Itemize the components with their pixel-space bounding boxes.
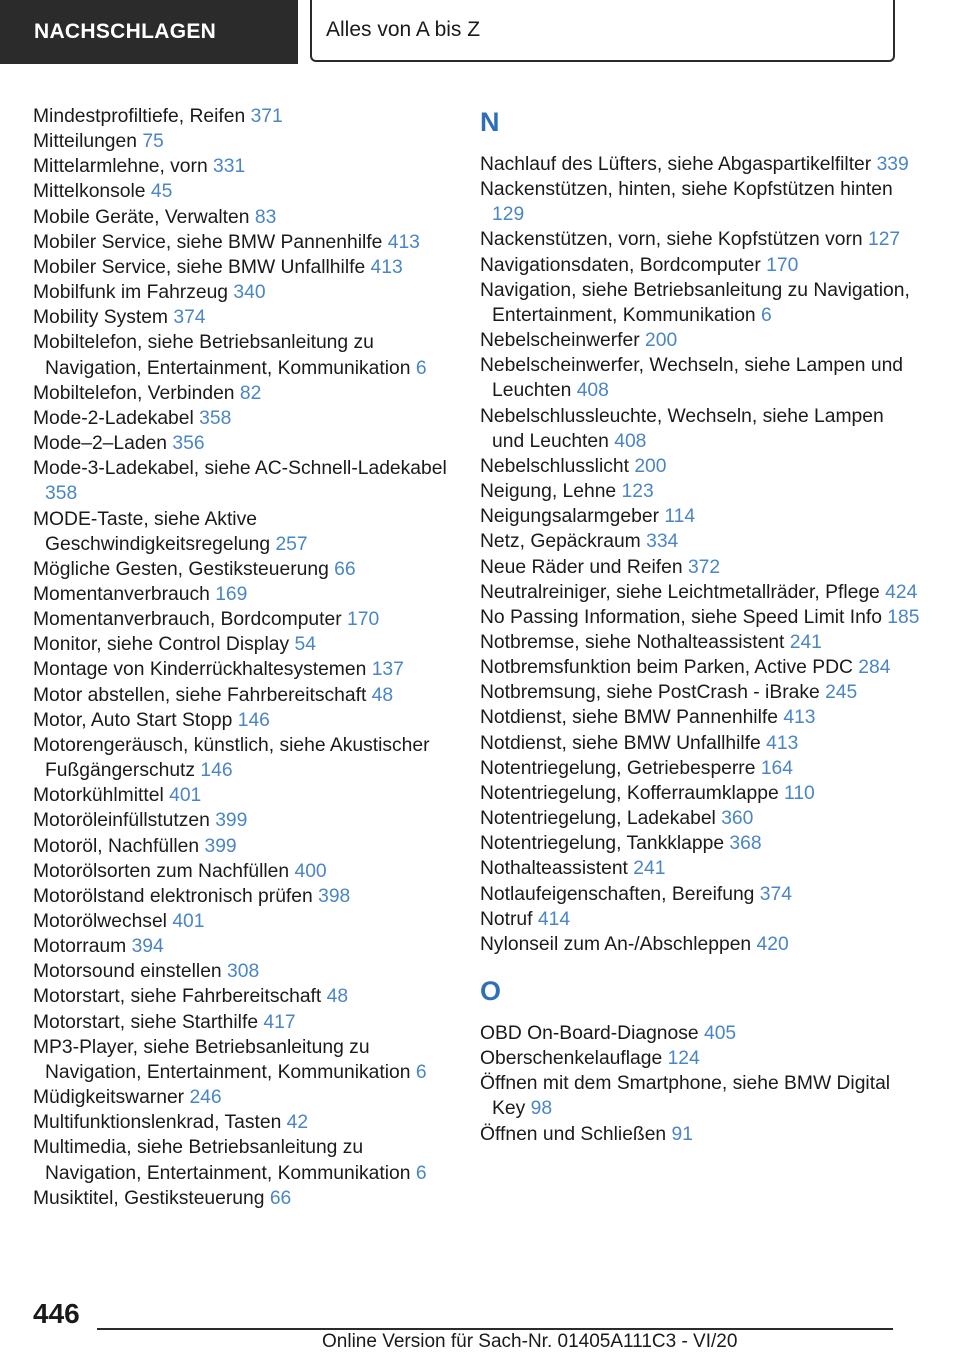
- index-entry-term: OBD On-Board-Diagnose: [480, 1023, 704, 1044]
- index-entry-term: Nackenstützen, vorn, siehe Kopfstützen vorn: [480, 229, 868, 251]
- page-reference-link[interactable]: 48: [371, 684, 394, 706]
- index-entry: [33, 884, 453, 909]
- index-entry-term: Nebelscheinwerfer, Wechseln, siehe Lampen und Leuchten: [480, 355, 904, 402]
- index-entry: [480, 278, 920, 328]
- index-entry: [480, 932, 920, 957]
- page-reference-link[interactable]: 374: [759, 883, 792, 905]
- index-entry: [33, 733, 453, 783]
- index-entry: [480, 1046, 920, 1071]
- index-entry: [33, 683, 453, 708]
- index-entry: [33, 179, 453, 204]
- index-entry: [480, 177, 920, 227]
- page-reference-link[interactable]: 45: [150, 181, 173, 203]
- index-entry-term: Motor abstellen, siehe Fahrbereitschaft: [33, 684, 372, 706]
- page-reference-link[interactable]: 164: [760, 757, 793, 779]
- chapter-title: Alles von A bis Z: [310, 0, 895, 62]
- index-entry: [33, 859, 453, 884]
- index-entry: [480, 680, 920, 705]
- index-entry-term: Montage von Kinderrückhaltesystemen: [33, 659, 372, 681]
- index-entry: [33, 783, 453, 808]
- page-reference-link[interactable]: 146: [237, 709, 270, 731]
- page-reference-link[interactable]: 75: [142, 131, 164, 153]
- index-entry: [33, 1110, 453, 1135]
- index-entry: [480, 227, 920, 252]
- index-entry-term: Notbremse, siehe Nothalteassistent: [480, 631, 790, 653]
- index-entry-term: Nothalteassistent: [480, 858, 634, 880]
- page-reference-link[interactable]: 110: [784, 782, 815, 804]
- page-reference-link[interactable]: 408: [576, 380, 609, 402]
- page-reference-link[interactable]: 137: [371, 659, 404, 681]
- page-header: [0, 0, 960, 64]
- index-entry-term: MODE-Taste, siehe Aktive Geschwindigkeitsregelung: [33, 508, 276, 555]
- page-reference-link[interactable]: 417: [263, 1011, 296, 1033]
- page-reference-link[interactable]: 399: [215, 810, 248, 832]
- page-reference-link[interactable]: 420: [756, 933, 789, 955]
- index-entry: [480, 353, 920, 403]
- index-entry-term: Multifunktionslenkrad, Tasten: [33, 1112, 287, 1134]
- index-entry: [33, 632, 453, 657]
- index-entry-term: Mitteilungen: [33, 131, 143, 153]
- page-reference-link[interactable]: 6: [415, 357, 427, 379]
- index-entry: [480, 253, 920, 278]
- index-entry: [33, 934, 453, 959]
- page-reference-link[interactable]: 257: [275, 533, 308, 555]
- index-entry: [480, 152, 920, 177]
- index-entry: [480, 882, 920, 907]
- index-entry: [33, 808, 453, 833]
- index-entry-term: Motor, Auto Start Stopp: [33, 709, 238, 731]
- index-entry-term: Notruf: [480, 908, 538, 930]
- page-reference-link[interactable]: 246: [189, 1087, 222, 1109]
- index-entry-term: Oberschenkelauflage: [480, 1048, 668, 1070]
- index-entry-term: Motoröl, Nachfüllen: [33, 835, 205, 857]
- page-reference-link[interactable]: 91: [671, 1123, 693, 1145]
- index-entry-term: Öffnen und Schließen: [480, 1123, 672, 1145]
- footer-version: Online Version für Sach-Nr. 01405A111C3 - VI/20: [322, 1331, 738, 1352]
- index-entry-term: Mode–2–Laden: [33, 433, 173, 455]
- index-entry-term: Motorstart, siehe Fahrbereitschaft: [33, 986, 327, 1008]
- index-entry-term: Navigation, siehe Betriebsanleitung zu Navigation, Entertainment, Kommunikation: [480, 279, 910, 326]
- index-entry: [480, 479, 920, 504]
- index-entry: [33, 834, 453, 859]
- page-reference-link[interactable]: 245: [825, 682, 858, 704]
- page-reference-link[interactable]: 98: [530, 1098, 553, 1120]
- page-reference-link[interactable]: 400: [294, 860, 327, 882]
- index-entry-term: Mode-3-Ladekabel, siehe AC-Schnell-Ladekabel: [33, 458, 447, 480]
- page-reference-link[interactable]: 358: [45, 483, 78, 505]
- index-entry: [33, 104, 453, 129]
- index-entry-term: Mindestprofiltiefe, Reifen: [33, 106, 251, 127]
- index-entry: [33, 984, 453, 1009]
- index-entry: [33, 1035, 453, 1085]
- page-reference-link[interactable]: 401: [172, 911, 205, 932]
- page-reference-link[interactable]: 331: [213, 156, 246, 178]
- index-entry: [480, 580, 920, 605]
- index-entry: [480, 731, 920, 756]
- page-reference-link[interactable]: 372: [687, 556, 721, 578]
- index-entry-term: Neigungsalarmgeber: [480, 506, 665, 528]
- page-reference-link[interactable]: 82: [239, 382, 262, 404]
- index-entry: [33, 230, 453, 255]
- index-entry: [480, 806, 920, 831]
- index-entry-term: Nachlauf des Lüfters, siehe Abgaspartikelfilter: [480, 154, 877, 175]
- section-tab: NACHSCHLAGEN: [0, 0, 298, 64]
- index-entry-term: Notlaufeigenschaften, Bereifung: [480, 883, 760, 905]
- page-reference-link[interactable]: 371: [250, 106, 283, 127]
- index-entry: [33, 255, 453, 280]
- index-entry-term: Mobilfunk im Fahrzeug: [33, 282, 234, 304]
- index-entry-term: Nylonseil zum An-/Abschleppen: [480, 933, 757, 955]
- index-entry: [480, 1071, 920, 1121]
- page-reference-link[interactable]: 308: [227, 961, 260, 983]
- page-reference-link[interactable]: 66: [269, 1187, 292, 1209]
- index-entry-term: Notdienst, siehe BMW Pannenhilfe: [480, 707, 784, 729]
- index-entry: [33, 657, 453, 682]
- index-entry-term: Notdienst, siehe BMW Unfallhilfe: [480, 732, 767, 754]
- index-entry-term: Neigung, Lehne: [480, 481, 622, 503]
- index-entry-term: Notentriegelung, Kofferraumklappe: [480, 782, 785, 804]
- index-entry-term: Mögliche Gesten, Gestiksteuerung: [33, 558, 335, 580]
- index-entry-term: Motorraum: [33, 936, 132, 958]
- page-reference-link[interactable]: 54: [294, 634, 316, 656]
- index-entry-term: Monitor, siehe Control Display: [33, 634, 295, 656]
- index-entry-term: Nebelschlussleuchte, Wechseln, siehe Lampen und Leuchten: [480, 405, 884, 452]
- index-entry: [33, 557, 453, 582]
- index-entry: [33, 1186, 453, 1211]
- index-entry: [480, 1122, 920, 1147]
- index-entry-term: Momentanverbrauch, Bordcomputer: [33, 609, 348, 631]
- index-list-o: [480, 1021, 920, 1147]
- page-reference-link[interactable]: 146: [200, 760, 233, 782]
- index-entry-term: Mobiler Service, siehe BMW Unfallhilfe: [33, 256, 371, 278]
- index-entry: [33, 456, 453, 506]
- index-entry-term: Mittelkonsole: [33, 181, 151, 203]
- page-reference-link[interactable]: 83: [254, 206, 277, 228]
- index-entry-term: No Passing Information, siehe Speed Limit Info: [480, 606, 888, 628]
- index-entry-term: Motorölstand elektronisch prüfen: [33, 885, 319, 907]
- page-reference-link[interactable]: 339: [876, 154, 909, 175]
- page-reference-link[interactable]: 114: [664, 506, 696, 528]
- page-reference-link[interactable]: 6: [415, 1061, 427, 1083]
- index-entry: [480, 1021, 920, 1046]
- page-reference-link[interactable]: 413: [766, 732, 799, 754]
- index-entry: [480, 781, 920, 806]
- index-entry: [480, 504, 920, 529]
- page-reference-link[interactable]: 394: [131, 936, 164, 958]
- index-entry: [480, 655, 920, 680]
- page-reference-link[interactable]: 356: [172, 433, 205, 455]
- page-number: 446: [33, 1298, 80, 1329]
- index-entry-term: Motorsound einstellen: [33, 961, 227, 983]
- index-entry-term: Multimedia, siehe Betriebsanleitung zu Navigation, Entertainment, Kommunikation: [33, 1137, 416, 1184]
- index-entry: [480, 756, 920, 781]
- page-reference-link[interactable]: 170: [766, 254, 799, 276]
- page-reference-link[interactable]: 414: [537, 908, 571, 930]
- page-reference-link[interactable]: 340: [233, 282, 266, 304]
- index-entry-term: Mobiler Service, siehe BMW Pannenhilfe: [33, 231, 388, 253]
- index-entry-term: Neue Räder und Reifen: [480, 556, 688, 578]
- index-entry: [33, 607, 453, 632]
- page-reference-link[interactable]: 241: [789, 631, 822, 653]
- index-entry-term: Mobile Geräte, Verwalten: [33, 206, 255, 228]
- index-entry: [480, 907, 920, 932]
- index-entry: [480, 705, 920, 730]
- index-entry-term: Notbremsfunktion beim Parken, Active PDC: [480, 657, 859, 679]
- index-entry: [33, 1135, 453, 1185]
- index-entry-term: Notentriegelung, Getriebesperre: [480, 757, 761, 779]
- page-reference-link[interactable]: 413: [387, 231, 420, 253]
- page-reference-link[interactable]: 424: [885, 581, 918, 603]
- page-reference-link[interactable]: 405: [703, 1023, 737, 1044]
- page-reference-link[interactable]: 6: [761, 304, 772, 326]
- page-reference-link[interactable]: 408: [614, 430, 647, 452]
- index-entry-term: Mobiltelefon, siehe Betriebsanleitung zu Navigation, Entertainment, Kommunikation: [33, 332, 416, 379]
- index-entry: [33, 381, 453, 406]
- index-entry-term: Musiktitel, Gestiksteuerung: [33, 1187, 270, 1209]
- index-entry: [33, 909, 453, 934]
- index-entry-term: Nebelscheinwerfer: [480, 330, 646, 352]
- page-reference-link[interactable]: 360: [721, 808, 754, 830]
- page-reference-link[interactable]: 284: [858, 657, 891, 679]
- index-column-right: [480, 104, 920, 1147]
- index-entry-term: MP3-Player, siehe Betriebsanleitung zu Navigation, Entertainment, Kommunikation: [33, 1036, 416, 1083]
- index-entry: [480, 555, 920, 580]
- index-entry: [33, 1010, 453, 1035]
- footer-divider: [97, 1328, 893, 1330]
- index-entry-term: Notbremsung, siehe PostCrash - iBrake: [480, 682, 826, 704]
- page-reference-link[interactable]: 6: [415, 1162, 427, 1184]
- index-entry-term: Neutralreiniger, siehe Leichtmetallräder, Pflege: [480, 581, 886, 603]
- index-entry: [480, 856, 920, 881]
- index-entry: [480, 831, 920, 856]
- index-entry: [480, 529, 920, 554]
- page-reference-link[interactable]: 241: [633, 858, 666, 880]
- index-column-left: [33, 104, 453, 1211]
- index-entry: [33, 154, 453, 179]
- page-reference-link[interactable]: 368: [729, 833, 762, 855]
- index-entry-term: Motorengeräusch, künstlich, siehe Akustischer Fußgängerschutz: [33, 734, 430, 782]
- index-entry: [33, 431, 453, 456]
- page-reference-link[interactable]: 374: [173, 307, 206, 329]
- index-entry-term: Netz, Gepäckraum: [480, 531, 647, 553]
- index-entry-term: Momentanverbrauch: [33, 583, 216, 605]
- page-reference-link[interactable]: 399: [204, 835, 237, 857]
- page-reference-link[interactable]: 413: [370, 256, 403, 278]
- page-reference-link[interactable]: 42: [286, 1112, 309, 1134]
- section-letter-o: O: [480, 976, 502, 1006]
- index-entry: [480, 630, 920, 655]
- page-reference-link[interactable]: 200: [634, 455, 667, 477]
- page-reference-link[interactable]: 200: [645, 330, 678, 352]
- index-entry-term: Motorstart, siehe Starthilfe: [33, 1011, 264, 1033]
- index-entry: [33, 205, 453, 230]
- page-reference-link[interactable]: 334: [646, 531, 679, 553]
- index-entry: [33, 1085, 453, 1110]
- index-entry-term: Notentriegelung, Tankklappe: [480, 833, 730, 855]
- page-reference-link[interactable]: 401: [169, 785, 202, 807]
- index-entry-term: Motoröleinfüllstutzen: [33, 810, 216, 832]
- index-entry: [33, 280, 453, 305]
- index-entry: [33, 330, 453, 380]
- index-entry: [33, 582, 453, 607]
- index-entry-term: Motorölsorten zum Nachfüllen: [33, 860, 295, 882]
- index-entry: [33, 129, 453, 154]
- index-list-n: [480, 152, 920, 957]
- index-entry-term: Nackenstützen, hinten, siehe Kopfstützen hinten: [480, 179, 893, 201]
- section-letter-n: N: [480, 107, 500, 137]
- page-reference-link[interactable]: 170: [347, 609, 380, 631]
- index-entry-term: Mobiltelefon, Verbinden: [33, 382, 240, 404]
- page-reference-link[interactable]: 124: [667, 1048, 700, 1070]
- index-entry-term: Mode-2-Ladekabel: [33, 407, 200, 429]
- index-entry: [33, 406, 453, 431]
- index-entry: [480, 404, 920, 454]
- index-entry-term: Motorölwechsel: [33, 911, 173, 932]
- index-entry: [33, 959, 453, 984]
- page-reference-link[interactable]: 123: [621, 481, 654, 503]
- index-entry-term: Mobility System: [33, 307, 174, 329]
- index-entry-term: Navigationsdaten, Bordcomputer: [480, 254, 767, 276]
- index-entry: [33, 305, 453, 330]
- index-entry-term: Motorkühlmittel: [33, 785, 170, 807]
- page-reference-link[interactable]: 129: [492, 204, 525, 226]
- page-reference-link[interactable]: 127: [867, 229, 901, 251]
- index-entry: [480, 605, 920, 630]
- page-reference-link[interactable]: 398: [318, 885, 351, 907]
- index-entry-term: Mittelarmlehne, vorn: [33, 156, 214, 178]
- index-entry-term: Müdigkeitswarner: [33, 1087, 190, 1109]
- index-entry: [480, 454, 920, 479]
- page-reference-link[interactable]: 185: [887, 606, 920, 628]
- index-entry: [33, 708, 453, 733]
- page-reference-link[interactable]: 413: [783, 707, 816, 729]
- index-entry-term: Öffnen mit dem Smartphone, siehe BMW Digital Key: [480, 1073, 891, 1120]
- index-entry: [33, 507, 453, 557]
- page-reference-link[interactable]: 66: [334, 558, 356, 580]
- index-entry-term: Notentriegelung, Ladekabel: [480, 808, 722, 830]
- index-entry: [480, 328, 920, 353]
- page-reference-link[interactable]: 48: [326, 986, 349, 1008]
- page-reference-link[interactable]: 358: [199, 407, 232, 429]
- page-reference-link[interactable]: 169: [215, 583, 248, 605]
- index-entry-term: Nebelschlusslicht: [480, 455, 635, 477]
